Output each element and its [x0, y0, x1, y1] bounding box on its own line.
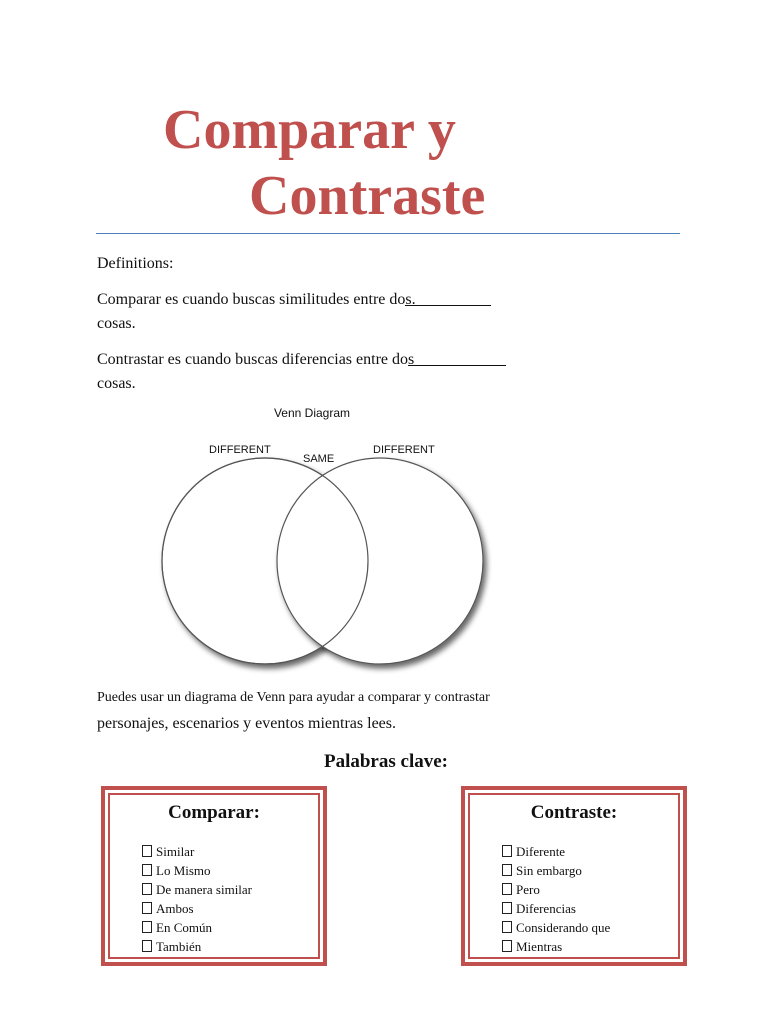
venn-caption-line-2: personajes, escenarios y eventos mientras lees.: [97, 715, 397, 732]
definitions-heading: Definitions:: [97, 255, 174, 272]
compare-definition-text: Comparar es cuando buscas similitudes entre do: [97, 291, 406, 308]
keyword-text: Ambos: [156, 901, 194, 916]
list-item: [502, 899, 678, 918]
keyword-text: Sin embargo: [516, 863, 582, 878]
contrast-definition: [97, 350, 506, 370]
checkbox-bullet-icon: [502, 883, 512, 895]
checkbox-bullet-icon: [142, 845, 152, 857]
contrast-blank: [408, 350, 506, 366]
list-item: [142, 918, 318, 937]
compare-box-title: Comparar:: [168, 802, 260, 823]
venn-right-circle: [277, 458, 483, 664]
compare-blank: [405, 290, 491, 306]
keyword-text: De manera similar: [156, 882, 253, 897]
list-item: [502, 937, 678, 956]
keyword-text: Similar: [156, 844, 195, 859]
contrast-box-title: Contraste:: [530, 802, 618, 823]
compare-blank-text: s.: [405, 291, 416, 308]
compare-keywords-list: [110, 842, 318, 956]
keyword-text: Lo Mismo: [156, 863, 211, 878]
list-item: [502, 918, 678, 937]
contrast-keywords-box: [461, 786, 687, 966]
keyword-text: Mientras: [516, 939, 563, 954]
checkbox-bullet-icon: [502, 845, 512, 857]
list-item: [142, 880, 318, 899]
keyword-text: Considerando que: [516, 920, 611, 935]
keyword-text: También: [156, 939, 202, 954]
checkbox-bullet-icon: [142, 864, 152, 876]
keyword-text: En Común: [156, 920, 212, 935]
list-item: [142, 899, 318, 918]
venn-right-label: DIFFERENT: [373, 444, 435, 456]
keyword-text: Pero: [516, 882, 540, 897]
list-item: [502, 880, 678, 899]
contrast-definition-text: Contrastar es cuando buscas diferencias entre do: [97, 351, 408, 368]
venn-diagram: [150, 455, 500, 675]
list-item: [502, 842, 678, 861]
contrast-definition-line-2: cosas.: [97, 375, 136, 392]
keyword-text: Diferencias: [516, 901, 576, 916]
checkbox-bullet-icon: [142, 940, 152, 952]
keywords-title: Palabras clave:: [323, 751, 448, 772]
compare-definition: [97, 290, 491, 310]
venn-title: Venn Diagram: [273, 406, 351, 420]
checkbox-bullet-icon: [142, 883, 152, 895]
venn-left-label: DIFFERENT: [209, 444, 271, 456]
title-divider: [96, 233, 680, 234]
list-item: [502, 861, 678, 880]
checkbox-bullet-icon: [142, 902, 152, 914]
keyword-text: Diferente: [516, 844, 566, 859]
venn-caption-line-1: Puedes usar un diagrama de Venn para ayudar a comparar y contrastar: [97, 690, 490, 705]
checkbox-bullet-icon: [502, 940, 512, 952]
page-title-line-2: Contraste: [249, 165, 486, 227]
venn-center-label: SAME: [303, 453, 335, 465]
page-title-line-1: Comparar y: [163, 99, 456, 161]
checkbox-bullet-icon: [502, 921, 512, 933]
contrast-blank-text: s: [408, 351, 415, 368]
checkbox-bullet-icon: [502, 864, 512, 876]
checkbox-bullet-icon: [142, 921, 152, 933]
compare-definition-line-2: cosas.: [97, 315, 136, 332]
checkbox-bullet-icon: [502, 902, 512, 914]
list-item: [142, 842, 318, 861]
contrast-keywords-list: [470, 842, 678, 956]
compare-keywords-box: [101, 786, 327, 966]
list-item: [142, 937, 318, 956]
list-item: [142, 861, 318, 880]
